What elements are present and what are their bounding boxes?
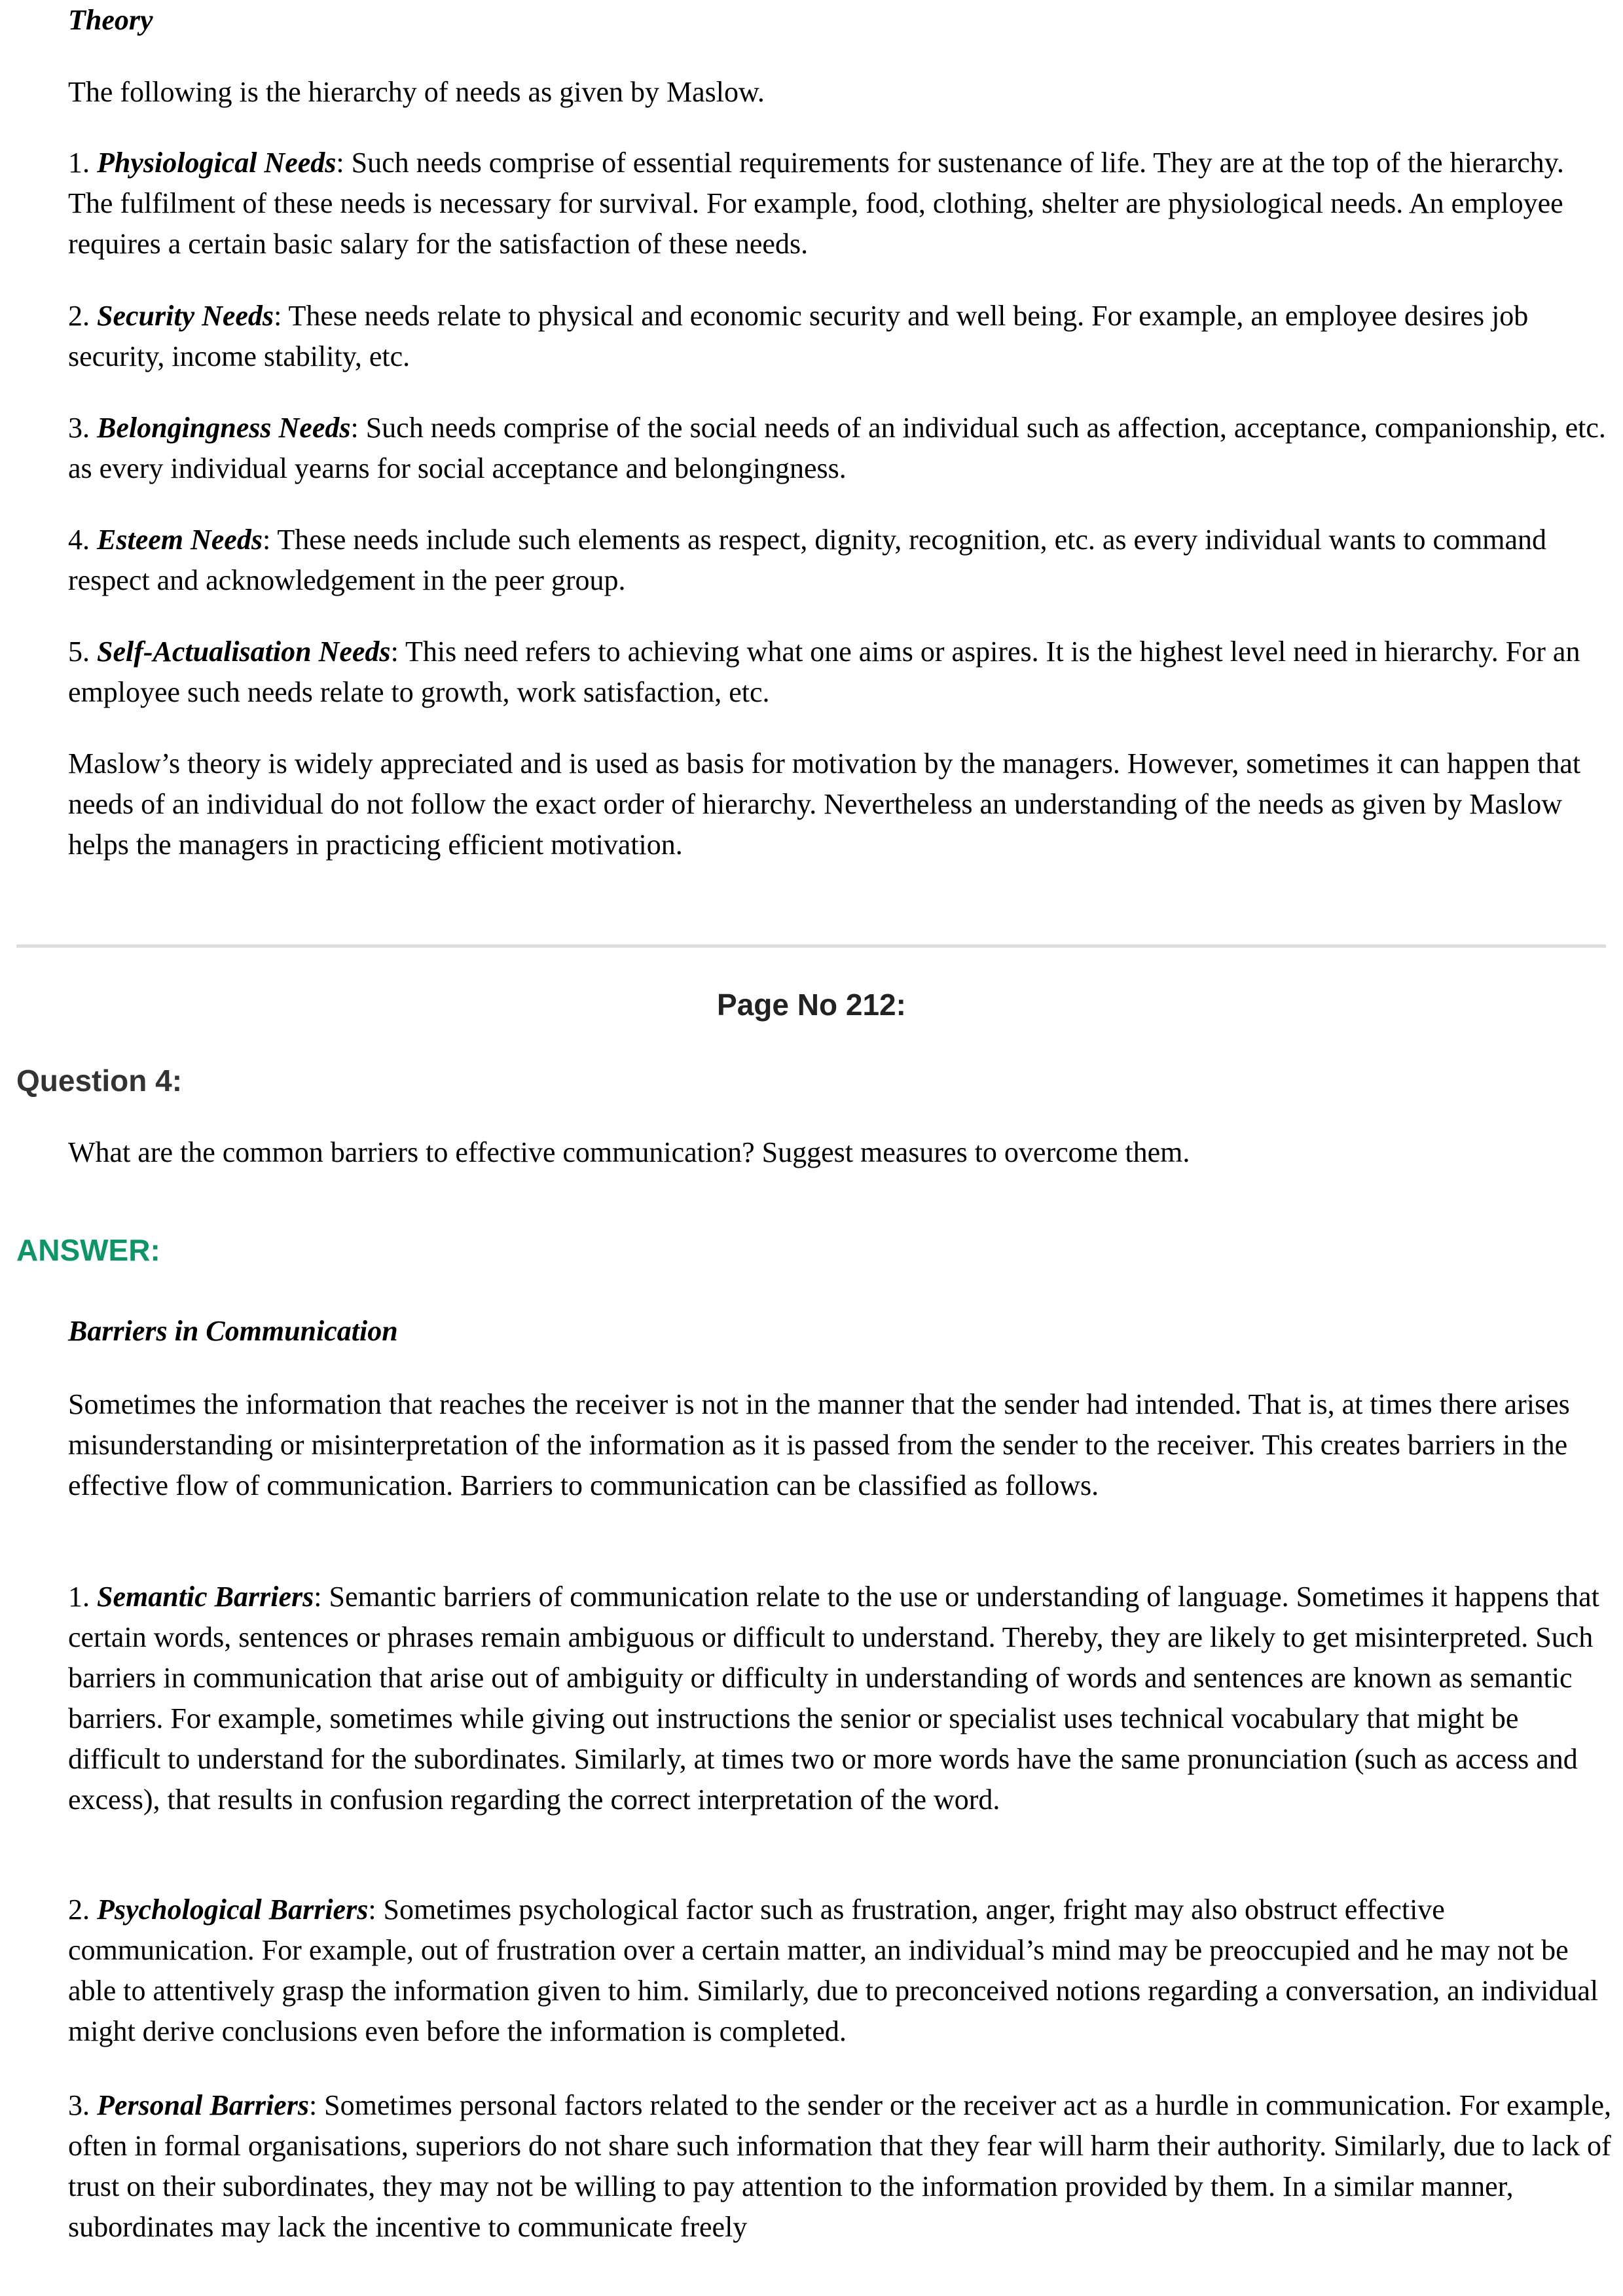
need-number: 2.: [68, 300, 97, 332]
theory-intro: The following is the hierarchy of needs as given by Maslow.: [68, 76, 765, 108]
barrier-item: [68, 1577, 1613, 1820]
theory-conclusion: Maslow’s theory is widely appreciated and is used as basis for motivation by the managers. However, sometimes it can happen that needs of an individual do not follow the exact order of hierarchy. Nevertheless an understanding of the needs as given by Maslow helps the managers in practicing efficient motivation.: [68, 747, 1581, 861]
need-term: Self-Actualisation Needs: [97, 636, 391, 668]
barrier-term: Psychological Barriers: [97, 1893, 369, 1926]
need-text: : This need refers to achieving what one aims or aspires. It is the highest level need in hierarchy. For an employee such needs relate to growth, work satisfaction, etc.: [68, 636, 1580, 708]
barrier-text: : Semantic barriers of communication relate to the use or understanding of language. Sometimes it happens that certain words, sentences or phrases remain ambiguous or difficult to understand. Thereby, they are likely to get misinterpreted. Such barriers in communication that arise out of ambiguity or difficulty in understanding of words and sentences are known as semantic barriers. For example, sometimes while giving out instructions the senior or specialist uses technical vocabulary that might be difficult to understand for the subordinates. Similarly, at times two or more words have the same pronunciation (such as access and excess), that results in confusion regarding the correct interpretation of the word.: [68, 1581, 1599, 1816]
need-term: Esteem Needs: [97, 524, 263, 556]
theory-heading: Theory: [68, 4, 153, 36]
need-item: [68, 520, 1613, 601]
section-divider: [16, 944, 1606, 948]
barrier-number: 1.: [68, 1581, 97, 1613]
need-term: Security Needs: [97, 300, 274, 332]
barrier-term: Semantic Barriers: [97, 1581, 314, 1613]
barrier-number: 3.: [68, 2089, 97, 2121]
barrier-text: : Sometimes personal factors related to the sender or the receiver act as a hurdle in communication. For example, often in formal organisations, superiors do not share such information that they fear will harm their authority. Similarly, due to lack of trust on their subordinates, they may not be willing to pay attention to the information provided by them. In a similar manner, subordinates may lack the incentive to communicate freely: [68, 2089, 1612, 2243]
need-number: 1.: [68, 147, 97, 179]
question-text: What are the common barriers to effective communication? Suggest measures to overcome them.: [68, 1136, 1190, 1168]
need-number: 3.: [68, 412, 97, 444]
answer-intro: Sometimes the information that reaches the receiver is not in the manner that the sender had intended. That is, at times there arises misunderstanding or misinterpretation of the information as it is passed from the sender to the receiver. This creates barriers in the effective flow of communication. Barriers to communication can be classified as follows.: [68, 1388, 1570, 1501]
barrier-number: 2.: [68, 1893, 97, 1926]
barrier-term: Personal Barriers: [97, 2089, 309, 2121]
need-text: : Such needs comprise of essential requirements for sustenance of life. They are at the top of the hierarchy. The fulfilment of these needs is necessary for survival. For example, food, clothing, shelter are physiological needs. An employee requires a certain basic salary for the satisfaction of these needs.: [68, 147, 1564, 260]
barrier-text: : Sometimes psychological factor such as frustration, anger, fright may also obstruct effective communication. For example, out of frustration over a certain matter, an individual’s mind may be preoccupied and he may not be able to attentively grasp the information given to him. Similarly, due to preconceived notions regarding a conversation, an individual might derive conclusions even before the information is completed.: [68, 1893, 1599, 2047]
barrier-item: [68, 1890, 1613, 2052]
need-text: : Such needs comprise of the social needs of an individual such as affection, acceptance, companionship, etc. as every individual yearns for social acceptance and belongingness.: [68, 412, 1606, 484]
need-term: Physiological Needs: [97, 147, 337, 179]
answer-label: ANSWER:: [16, 1233, 160, 1267]
need-number: 5.: [68, 636, 97, 668]
need-text: : These needs include such elements as respect, dignity, recognition, etc. as every individual wants to command respect and acknowledgement in the peer group.: [68, 524, 1547, 596]
need-item: [68, 408, 1613, 489]
need-item: [68, 296, 1613, 377]
theory-section: [68, 0, 1613, 41]
need-number: 4.: [68, 524, 97, 556]
question-label: Question 4:: [16, 1064, 183, 1098]
barrier-item: [68, 2085, 1613, 2248]
answer-heading: Barriers in Communication: [68, 1315, 398, 1347]
need-item: [68, 143, 1613, 264]
need-text: : These needs relate to physical and economic security and well being. For example, an employee desires job security, income stability, etc.: [68, 300, 1529, 372]
need-item: [68, 632, 1613, 713]
need-term: Belongingness Needs: [97, 412, 351, 444]
page-number-heading: Page No 212:: [717, 988, 906, 1022]
